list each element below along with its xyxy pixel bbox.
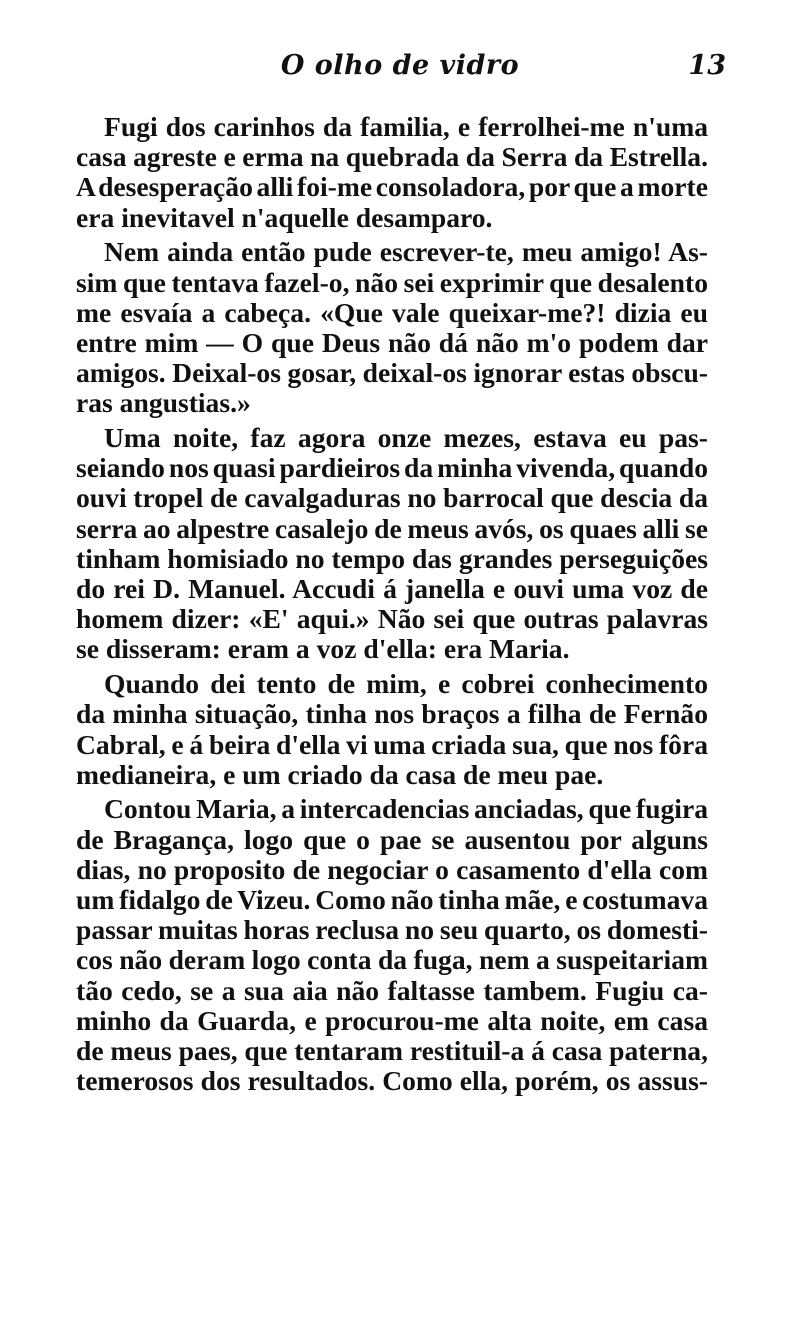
text-line: tinham homisiado no tempo das grandes perseguições bbox=[76, 542, 708, 574]
text-line: temerosos dos resultados. Como ella, porém, os assus- bbox=[76, 1065, 708, 1097]
text-line: homem dizer: «E' aqui.» Não sei que outras palavras bbox=[76, 603, 708, 635]
text-line: minho da Guarda, e procurou-me alta noite, em casa bbox=[76, 1004, 708, 1036]
text-line: era inevitavel n'aquelle desamparo. bbox=[76, 201, 493, 233]
text-line: Cabral, e á beira d'ella vi uma criada sua, que nos fôra bbox=[76, 728, 708, 760]
paragraph bbox=[76, 112, 708, 233]
text-line: passar muitas horas reclusa no seu quarto, os domesti- bbox=[76, 914, 708, 946]
body-text bbox=[76, 112, 708, 1101]
text-line: seiando nos quasi pardieiros da minha vivenda, quando bbox=[76, 452, 708, 484]
page-header bbox=[0, 50, 800, 90]
text-line: de meus paes, que tentaram restituil-a á casa paterna, bbox=[76, 1035, 708, 1067]
text-line: Nem ainda então pude escrever-te, meu amigo! As- bbox=[104, 236, 708, 268]
text-line: cos não deram logo conta da fuga, nem a suspeitariam bbox=[76, 944, 708, 976]
text-line: de Bragança, logo que o pae se ausentou por alguns bbox=[76, 823, 708, 855]
text-line: Quando dei tento de mim, e cobrei conhecimento bbox=[104, 668, 708, 700]
text-line: Fugi dos carinhos da familia, e ferrolhei-me n'uma bbox=[104, 111, 708, 142]
text-line: ouvi tropel de cavalgaduras no barrocal que descia da bbox=[76, 482, 708, 514]
text-line: dias, no proposito de negociar o casamento d'ella com bbox=[76, 853, 708, 885]
text-line: me esvaía a cabeça. «Que vale queixar-me?! dizia eu bbox=[76, 296, 708, 328]
paragraph bbox=[76, 794, 708, 1096]
text-line: do rei D. Manuel. Accudi á janella e ouvi uma voz de bbox=[76, 573, 708, 605]
text-line: um fidalgo de Vizeu. Como não tinha mãe, e costumava bbox=[76, 884, 708, 916]
paragraph bbox=[76, 237, 708, 418]
text-line: Contou Maria, a intercadencias anciadas, que fugira bbox=[104, 793, 708, 825]
text-line: se disseram: eram a voz d'ella: era Maria. bbox=[76, 633, 570, 665]
text-line: serra ao alpestre casalejo de meus avós, os quaes alli se bbox=[76, 512, 708, 544]
text-line: amigos. Deixal-os gosar, deixal-os ignorar estas obscu- bbox=[76, 357, 708, 389]
text-line: entre mim — O que Deus não dá não m'o podem dar bbox=[76, 326, 708, 358]
text-line: casa agreste e erma na quebrada da Serra da Estrella. bbox=[76, 141, 708, 173]
text-line: sim que tentava fazel-o, não sei exprimir que desalento bbox=[76, 266, 708, 298]
paragraph bbox=[76, 423, 708, 665]
page-number: 13 bbox=[688, 50, 726, 81]
text-line: da minha situação, tinha nos braços a filha de Fernão bbox=[76, 698, 708, 730]
text-line: medianeira, e um criado da casa de meu pae. bbox=[76, 758, 604, 790]
text-line: Uma noite, faz agora onze mezes, estava eu pas- bbox=[104, 422, 708, 454]
text-line: tão cedo, se a sua aia não faltasse tambem. Fugiu ca- bbox=[76, 974, 708, 1006]
paragraph bbox=[76, 669, 708, 790]
running-title: O olho de vidro bbox=[280, 50, 520, 81]
text-line: ras angustias.» bbox=[76, 387, 251, 419]
text-line: A desesperação alli foi-me consoladora, por que a morte bbox=[76, 171, 708, 203]
